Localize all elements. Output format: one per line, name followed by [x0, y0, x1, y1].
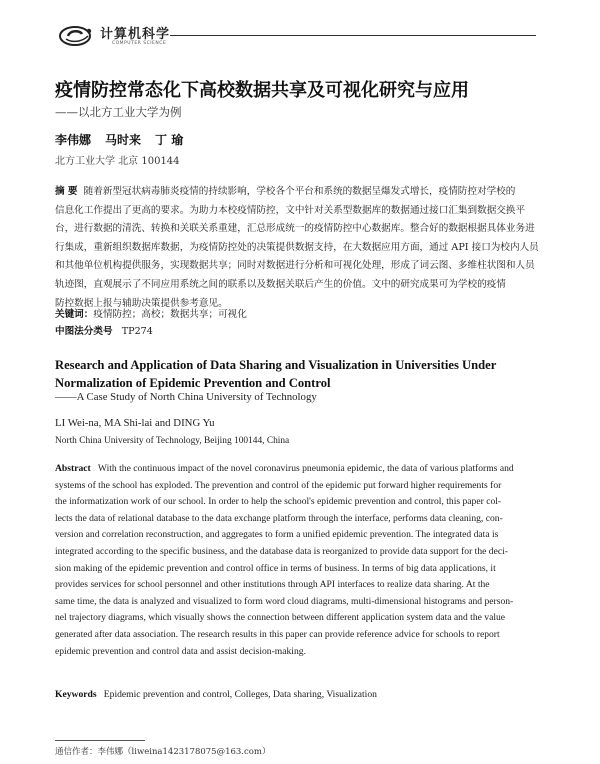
abstract-en-line: generated after data association. The research results in this paper can provide reference advice for schools to report: [55, 628, 500, 640]
abstract-cn-label: 摘 要: [55, 186, 78, 197]
abstract-en-label: Abstract: [55, 463, 91, 474]
footnote-rule: [55, 740, 145, 741]
abstract-en-line: same time, the data is analyzed and visualized to form word cloud diagrams, multi-dimensional histograms and person-: [55, 595, 514, 607]
keywords-en-text: Epidemic prevention and control, Colleges, Data sharing, Visualization: [103, 689, 377, 700]
keywords-cn: [55, 306, 247, 320]
keywords-cn-text: 疫情防控；高校；数据共享；可视化: [93, 309, 247, 320]
journal-name: 计算机科学: [100, 27, 171, 42]
abstract-en-line: provides services for school personnel and other institutions through API interfaces to realize data sharing. At the: [55, 579, 490, 591]
keywords-cn-label: 关键词：: [55, 309, 94, 320]
abstract-cn-line: 轨迹图，直观展示了不同应用系统之间的联系以及数据关联后产生的价值。文中的研究成果可为学校的疫情: [55, 278, 506, 290]
paper-subtitle-cn: ——以北方工业大学为例: [55, 105, 182, 119]
corresponding-author-footnote: 通信作者：李伟娜（liweina1423178075@163.com）: [55, 747, 271, 757]
header-rule: [170, 35, 536, 36]
keywords-en: [55, 689, 377, 700]
abstract-cn-line: 行集成，重新组织数据库数据，为疫情防控处的决策提供数据支持，在大数据应用方面，通过 API 接口为校内人员: [55, 241, 539, 253]
abstract-cn-line: 台，进行数据的清洗、转换和关联关系重建，汇总形成统一的疫情防控中心数据库。整合好的数据根据具体业务进: [55, 223, 535, 235]
abstract-cn-line: 和其他单位机构提供服务，实现数据共享；同时对数据进行分析和可视化处理，形成了词云图、多维柱状图和人员: [55, 260, 535, 272]
abstract-cn-line: 信息化工作提出了更高的要求。为助力本校疫情防控，文中针对关系型数据库的数据通过接口汇集到数据交换平: [55, 204, 526, 216]
abstract-en-line: the informatization work of our school. In order to help the school's epidemic prevention and control, this paper col-: [55, 496, 502, 508]
authors-en: LI Wei-na, MA Shi-lai and DING Yu: [55, 417, 215, 429]
abstract-en-line: Abstract With the continuous impact of the novel coronavirus pneumonia epidemic, the data of various platforms and: [55, 463, 514, 474]
abstract-cn-line: 防控数据上报与辅助决策提供参考意见。: [55, 297, 228, 309]
keywords-en-label: Keywords: [55, 689, 97, 700]
abstract-en: [55, 461, 547, 660]
clc-number-cn: [55, 323, 153, 337]
abstract-en-line: epidemic prevention and control data and assist decision-making.: [55, 645, 306, 657]
abstract-cn-line: 摘 要 随着新型冠状病毒肺炎疫情的持续影响，学校各个平台和系统的数据呈爆发式增长，疫情防控对学校的: [55, 186, 516, 197]
paper-subtitle-en: ——A Case Study of North China University of Technology: [55, 391, 317, 403]
author-cn: 丁 瑜: [155, 133, 184, 147]
clc-label: 中图法分类号: [55, 326, 113, 337]
journal-name-en: COMPUTER SCIENCE: [112, 41, 167, 46]
paper-title-cn: 疫情防控常态化下高校数据共享及可视化研究与应用: [55, 80, 469, 101]
author-cn: 马时来: [105, 133, 142, 147]
abstract-en-line: sion making of the epidemic prevention and control office in terms of business. In terms of big data applications, it: [55, 562, 496, 574]
authors-cn: [55, 131, 183, 148]
affiliation-en: North China University of Technology, Beijing 100144, China: [55, 436, 290, 446]
clc-value: TP274: [121, 326, 153, 337]
affiliation-cn: 北方工业大学 北京 100144: [55, 156, 180, 167]
abstract-en-line: lects the data of relational database to the data exchange platform through the interface, performs data cleaning, con-: [55, 512, 503, 524]
abstract-cn: [55, 183, 545, 313]
abstract-en-line: nel trajectory diagrams, which visually shows the connection between different application system data and the value: [55, 612, 506, 624]
paper-title-en: Research and Application of Data Sharing and Visualization in Universities Under Normalization of Epidemic Prevention and Control: [55, 358, 497, 390]
author-cn: 李伟娜: [55, 133, 92, 147]
abstract-en-line: integrated according to the specific business, and the database data is reorganized to provide data support for the deci-: [55, 545, 508, 557]
abstract-en-line: systems of the school has exploded. The prevention and control of the epidemic put forward higher requirements for: [55, 479, 502, 491]
abstract-en-line: version and correlation reconstruction, and aggregates to form a unified epidemic prevention. The integrated data is: [55, 529, 499, 541]
journal-logo: [58, 23, 98, 49]
